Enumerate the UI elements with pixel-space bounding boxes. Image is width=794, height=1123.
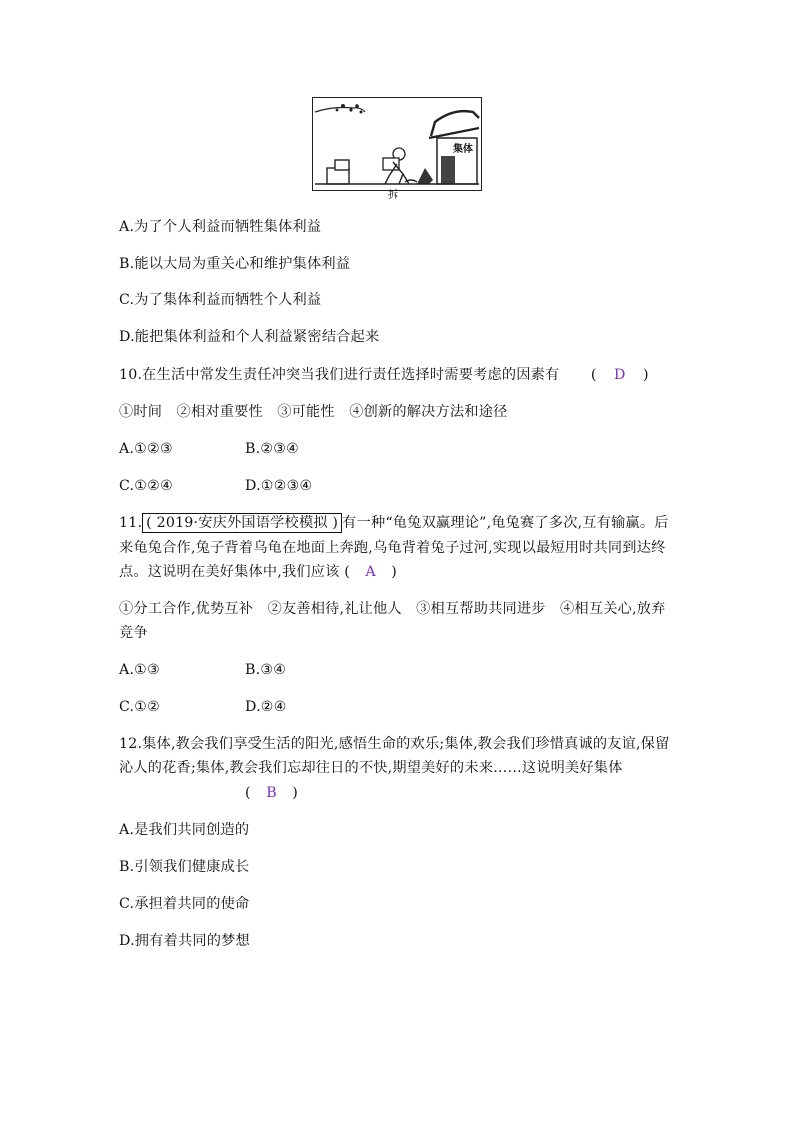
q12-option-b: B.引领我们健康成长 (119, 859, 250, 875)
q11-stem-3: 点。这说明在美好集体中,我们应该 ( (119, 564, 350, 580)
q9-option-a: A.为了个人利益而牺牲集体利益 (119, 219, 322, 235)
q12-answer: B (266, 785, 277, 801)
q9-option-c: C.为了集体利益而牺牲个人利益 (119, 292, 322, 308)
q11-option-a: A.①③ (119, 662, 160, 678)
q11-stem-1: 有一种“龟兔双赢理论”,龟兔赛了多次,互有输赢。后 (342, 515, 669, 531)
q11-option-d: D.②④ (245, 699, 287, 715)
q10-option-a: A.①②③ (119, 441, 173, 457)
q11-items-line-2: 竞争 (119, 625, 148, 641)
q12-stem-line-2: 沁人的花香;集体,教会我们忘却往日的不快,期望美好的未来……这说明美好集体 (119, 760, 623, 776)
q12-option-d: D.拥有着共同的梦想 (119, 933, 250, 949)
q10-paren-open: ( (590, 367, 597, 383)
q12-option-a: A.是我们共同创造的 (119, 822, 250, 838)
q10-paren-close: ) (643, 367, 649, 383)
figure-sign-text: 集体 (453, 144, 473, 155)
q11-number: 11. (119, 515, 143, 531)
q10-stem: 10.在生活中常发生责任冲突当我们进行责任选择时需要考虑的因素有 (119, 367, 560, 383)
q11-paren-close: ) (391, 564, 398, 580)
q9-option-b: B.能以大局为重关心和维护集体利益 (119, 256, 351, 272)
q11-source-box: ( 2019·安庆外国语学校模拟 ) (142, 513, 342, 533)
q11-stem-line-1 (119, 512, 669, 534)
q12-stem-line-1: 12.集体,教会我们享受生活的阳光,感悟生命的欢乐;集体,教会我们珍惜真诚的友谊,保留 (119, 736, 670, 752)
figure-caption: 拆 (388, 190, 398, 201)
q11-stem-line-2: 来龟兔合作,兔子背着乌龟在地面上奔跑,乌龟背着兔子过河,实现以最短用时共同到达终 (119, 540, 666, 556)
q12-paren-close: ) (292, 785, 299, 801)
q11-items-line-1: ①分工合作,优势互补 ②友善相待,礼让他人 ③相互帮助共同进步 ④相互关心,放弃 (119, 601, 666, 617)
q10-option-b: B.②③④ (245, 441, 300, 457)
q10-option-c: C.①②④ (119, 478, 174, 494)
q10-option-d: D.①②③④ (245, 478, 313, 494)
q11-option-b: B.③④ (245, 662, 287, 678)
q12-option-c: C.承担着共同的使命 (119, 896, 250, 912)
q9-option-d: D.能把集体利益和个人利益紧密结合起来 (119, 329, 380, 345)
q11-option-c: C.①② (119, 699, 161, 715)
q11-stem-line-3 (119, 561, 397, 583)
q12-answer-line (245, 782, 298, 804)
q11-answer: A (365, 564, 376, 580)
q10-stem-line (119, 364, 649, 386)
q10-answer: D (614, 367, 626, 383)
q12-paren-open: ( (245, 785, 251, 801)
cartoon-figure (312, 97, 482, 191)
q10-items: ①时间 ②相对重要性 ③可能性 ④创新的解决方法和途径 (119, 404, 508, 420)
